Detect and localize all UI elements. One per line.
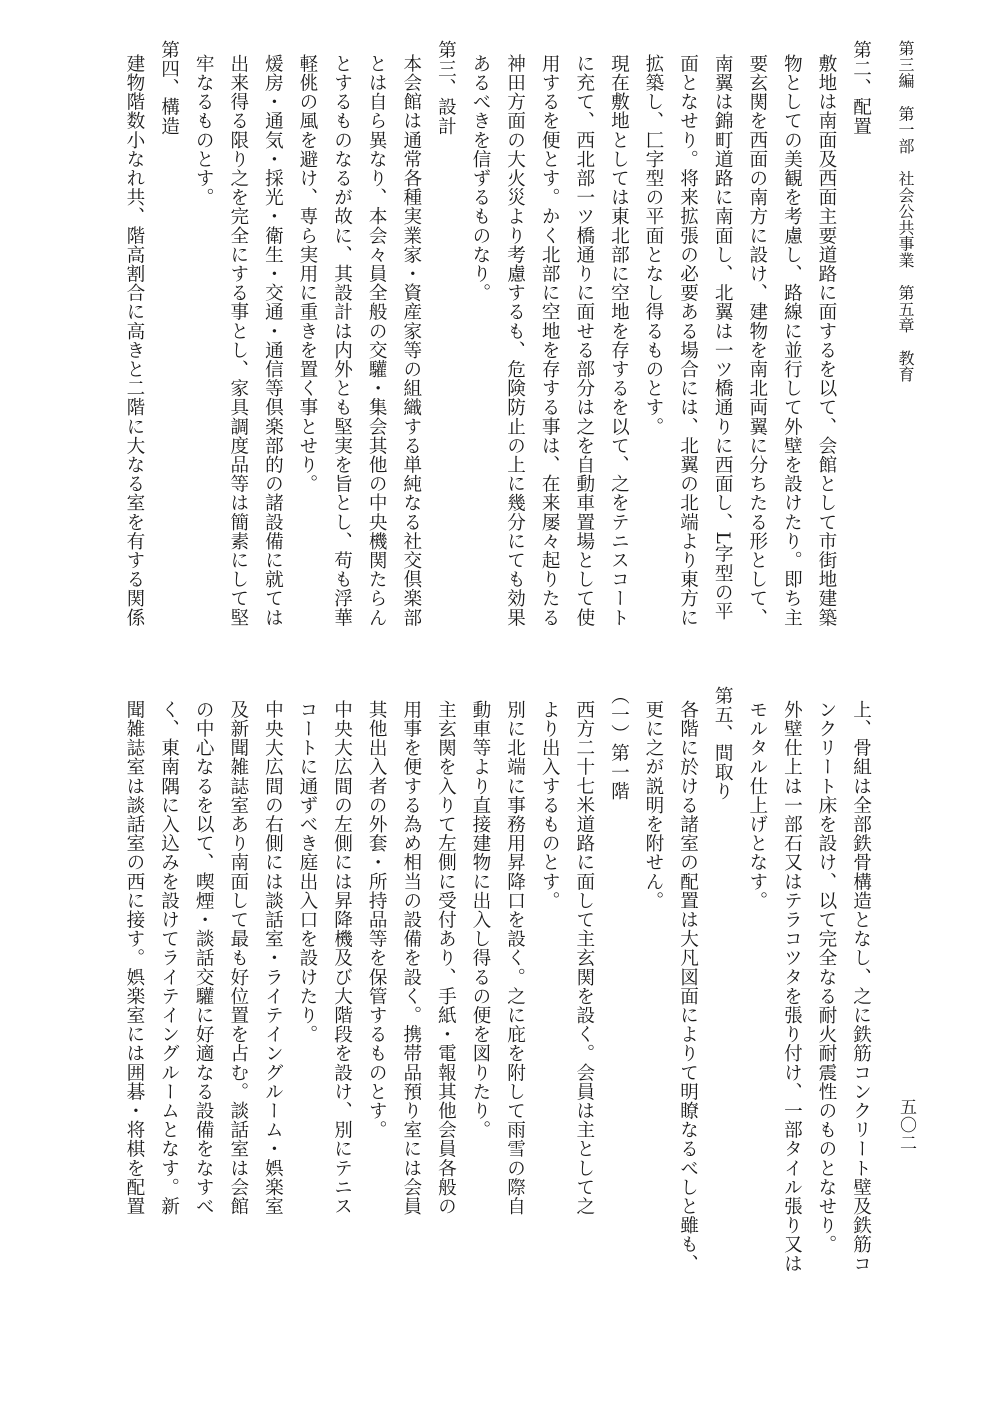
upper-column-line: 煖房・通気・採光・衛生・交通・通信等倶楽部的の諸設備に就ては <box>262 54 284 627</box>
lower-column-line: モルタル仕上げとなす。 <box>746 700 768 911</box>
lower-column-line: 中央大広間の左側には昇降機及び大階段を設け、別にテニス <box>331 700 353 1216</box>
upper-column-line: 面となせり。将来拡張の必要ある場合には、北翼の北端より東方に <box>677 54 699 627</box>
upper-column-line: 用するを便とす。かく北部に空地を存する事は、在来屡々起りたる <box>539 54 561 627</box>
lower-column-line: （一）第一階 <box>608 686 630 801</box>
lower-column-line: 各階に於ける諸室の配置は大凡図面によりて明瞭なるべしと雖も、 <box>677 700 699 1273</box>
upper-column-line: 第三、設計 <box>435 40 457 136</box>
upper-column-line: 現在敷地としては東北部に空地を存するを以て、之をテニスコート <box>608 54 630 627</box>
upper-column-line: 第二、配置 <box>850 40 872 136</box>
upper-column-line: 神田方面の大火災より考慮するも、危険防止の上に幾分にても効果 <box>504 54 526 627</box>
lower-column-line: 更に之が説明を附せん。 <box>642 700 664 911</box>
lower-column-line: 用事を便する為め相当の設備を設く。携帯品預り室には会員 <box>400 700 422 1216</box>
upper-column-line: 第四、構造 <box>158 40 180 136</box>
lower-column-line: コートに通ずべき庭出入口を設けたり。 <box>296 700 318 1044</box>
upper-column-line: に充て、西北部一ツ橋通りに面せる部分は之を自動車置場として使 <box>573 54 595 627</box>
upper-column-line: 要玄関を西面の南方に設け、建物を南北両翼に分ちたる形として、 <box>746 54 768 627</box>
upper-column-line: 物としての美観を考慮し、路線に並行して外壁を設けたり。即ち主 <box>781 54 803 627</box>
lower-column-line: 及新聞雑誌室あり南面して最も好位置を占む。談話室は会館 <box>227 700 249 1216</box>
lower-column-line: より出入するものとす。 <box>539 700 561 911</box>
lower-column-line: 第五、間取り <box>712 686 734 801</box>
upper-column-line: 敷地は南面及西面主要道路に面するを以て、会館として市街地建築 <box>815 54 837 627</box>
upper-column-line: 本会館は通常各種実業家・資産家等の組織する単純なる社交倶楽部 <box>400 54 422 627</box>
lower-column-line: 西方二十七米道路に面して主玄関を設く。会員は主として之 <box>573 700 595 1216</box>
upper-column-line: 南翼は錦町道路に南面し、北翼は一ツ橋通りに西面し、L字型の平 <box>712 54 734 621</box>
upper-column-line: 建物階数小なれ共、階高割合に高きと二階に大なる室を有する関係 <box>123 54 145 627</box>
lower-column-line: 主玄関を入りて左側に受付あり、手紙・電報其他会員各般の <box>435 700 457 1216</box>
upper-column-line: とするものなるが故に、其設計は内外とも堅実を旨とし、苟も浮華 <box>331 54 353 627</box>
upper-column-line: 軽佻の風を避け、専ら実用に重きを置く事とせり。 <box>296 54 318 494</box>
lower-column-line: の中心なるを以て、喫煙・談話交驩に好適なる設備をなすべ <box>193 700 215 1216</box>
lower-column-line: 動車等より直接建物に出入し得るの便を図りたり。 <box>469 700 491 1140</box>
lower-column-line: 別に北端に事務用昇降口を設く。之に庇を附して雨雪の際自 <box>504 700 526 1216</box>
lower-column-line: 聞雑誌室は談話室の西に接す。娯楽室には囲碁・将棋を配置 <box>123 700 145 1216</box>
lower-column-line: 外壁仕上は一部石又はテラコツタを張り付け、一部タイル張り又は <box>781 700 803 1273</box>
lower-column-line: く、東南隅に入込みを設けてライテイングルームとなす。新 <box>158 700 180 1216</box>
lower-column-line: 上、骨組は全部鉄骨構造となし、之に鉄筋コンクリート壁及鉄筋コ <box>850 700 872 1273</box>
lower-column-line: 其他出入者の外套・所持品等を保管するものとす。 <box>366 700 388 1140</box>
upper-column-line: 出来得る限り之を完全にする事とし、家具調度品等は簡素にして堅 <box>227 54 249 627</box>
running-header: 第三編 第一部 社会公共事業 第五章 教育 <box>896 40 915 383</box>
upper-column-line: 牢なるものとす。 <box>193 54 215 207</box>
upper-column-line: とは自ら異なり、本会々員全般の交驩・集会其他の中央機関たらん <box>366 54 388 627</box>
lower-column-line: ンクリート床を設け、以て完全なる耐火耐震性のものとなせり。 <box>815 700 837 1254</box>
upper-column-line: 拡築し、匚字型の平面となし得るものとす。 <box>642 54 664 436</box>
page-number: 五〇二 <box>896 1098 916 1152</box>
lower-column-line: 中央大広間の右側には談話室・ライテイングルーム・娯楽室 <box>262 700 284 1216</box>
upper-column-line: あるべきを信ずるものなり。 <box>469 54 491 303</box>
